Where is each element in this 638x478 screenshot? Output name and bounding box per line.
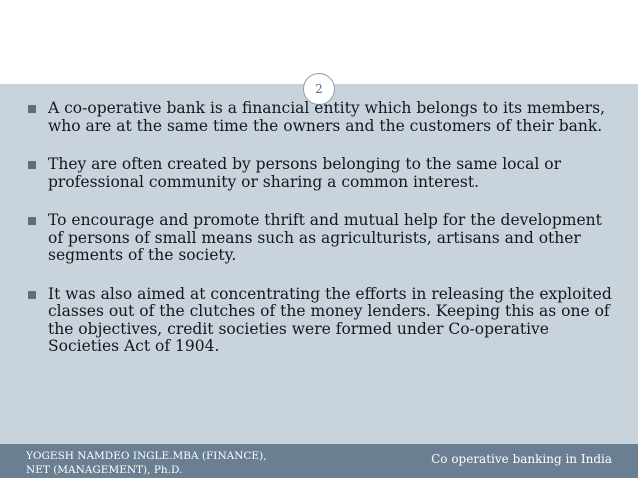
bullet-text: They are often created by persons belonging to the same local or professional community or sharing a common interest. [48, 155, 562, 191]
bullet-square-icon [28, 105, 36, 113]
slide-footer [0, 444, 638, 478]
bullet-item [28, 156, 618, 191]
page-number: 2 [303, 73, 335, 105]
bullet-item [28, 212, 618, 265]
bullet-list [28, 100, 618, 377]
bullet-text: To encourage and promote thrift and mutual help for the development of persons of small means such as agriculturists, artisans and other segments of the society. [48, 211, 602, 264]
bullet-text: A co-operative bank is a financial entity which belongs to its members, who are at the same time the owners and the customers of their bank. [48, 99, 606, 135]
bullet-square-icon [28, 217, 36, 225]
footer-author: YOGESH NAMDEO INGLE.MBA (FINANCE), NET (MANAGEMENT), Ph.D. [26, 450, 267, 476]
bullet-square-icon [28, 291, 36, 299]
slide-header-area [0, 0, 638, 84]
bullet-square-icon [28, 161, 36, 169]
footer-title: Co operative banking in India [431, 452, 612, 466]
bullet-item [28, 286, 618, 356]
bullet-item [28, 100, 618, 135]
bullet-text: It was also aimed at concentrating the efforts in releasing the exploited classes out of the clutches of the money lenders. Keeping this as one of the objectives, credit societies were formed under Co-operative Societies Act of 1904. [48, 284, 612, 355]
